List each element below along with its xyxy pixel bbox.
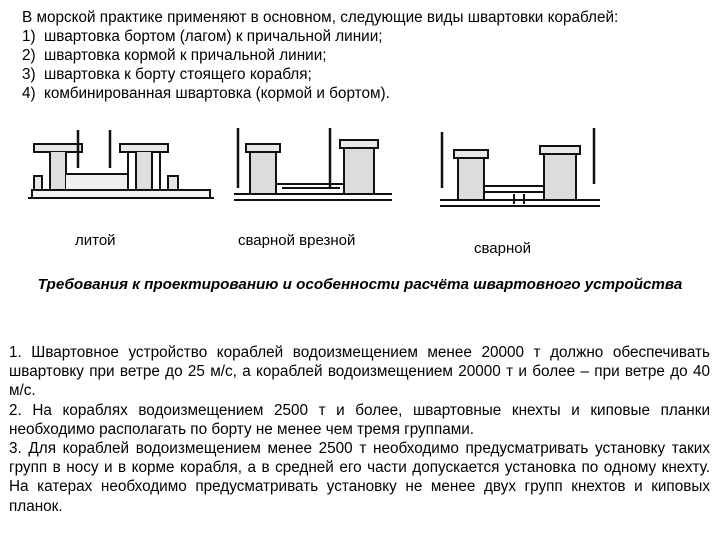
list-number: 3) xyxy=(22,66,36,83)
list-text: швартовка бортом (лагом) к причальной линии; xyxy=(44,28,383,45)
welded-bollard-drawing xyxy=(440,128,610,228)
figure-welded-bollard xyxy=(440,128,610,278)
list-number: 1) xyxy=(22,28,36,45)
list-number: 4) xyxy=(22,85,36,102)
intro-block xyxy=(22,8,718,103)
figure-caption: сварной xyxy=(474,240,531,257)
requirements-block xyxy=(9,343,710,516)
figure-welded-recessed-bollard xyxy=(232,128,432,278)
list-text: швартовка кормой к причальной линии; xyxy=(44,47,327,64)
figure-caption: литой xyxy=(75,232,116,249)
list-item xyxy=(22,27,718,46)
cast-bollard-drawing xyxy=(20,128,220,228)
welded-recessed-bollard-drawing xyxy=(232,128,432,228)
figure-caption: сварной врезной xyxy=(238,232,356,249)
section-heading: Требования к проектированию и особенности расчёта швартовного устройства xyxy=(37,276,683,293)
list-text: швартовка к борту стоящего корабля; xyxy=(44,66,312,83)
requirement-item: 1. Швартовное устройство кораблей водоизмещением менее 20000 т должно обеспечивать швартовку при ветре до 25 м/с, а кораблей водоизмещением 20000 т и более – при ветре до 40 м/с. xyxy=(9,344,710,400)
list-item xyxy=(22,84,718,103)
list-item xyxy=(22,46,718,65)
requirement-item: 2. На кораблях водоизмещением 2500 т и более, швартовные кнехты и киповые планки необходимо располагать по борту не менее чем тремя группами. xyxy=(9,401,710,438)
list-number: 2) xyxy=(22,47,36,64)
requirement-item: 3. Для кораблей водоизмещением менее 2500 т необходимо предусматривать установку таких групп в носу и в корме корабля, а в средней его части допускается установка по одному кнехту. На катерах необходимо предусматривать установку не менее двух групп кнехтов и киповых планок. xyxy=(9,440,710,515)
intro-title: В морской практике применяют в основном, следующие виды швартовки кораблей: xyxy=(22,9,619,26)
list-text: комбинированная швартовка (кормой и бортом). xyxy=(44,85,390,102)
list-item xyxy=(22,65,718,84)
figure-cast-bollard xyxy=(20,128,220,278)
mooring-types-list xyxy=(22,27,718,103)
